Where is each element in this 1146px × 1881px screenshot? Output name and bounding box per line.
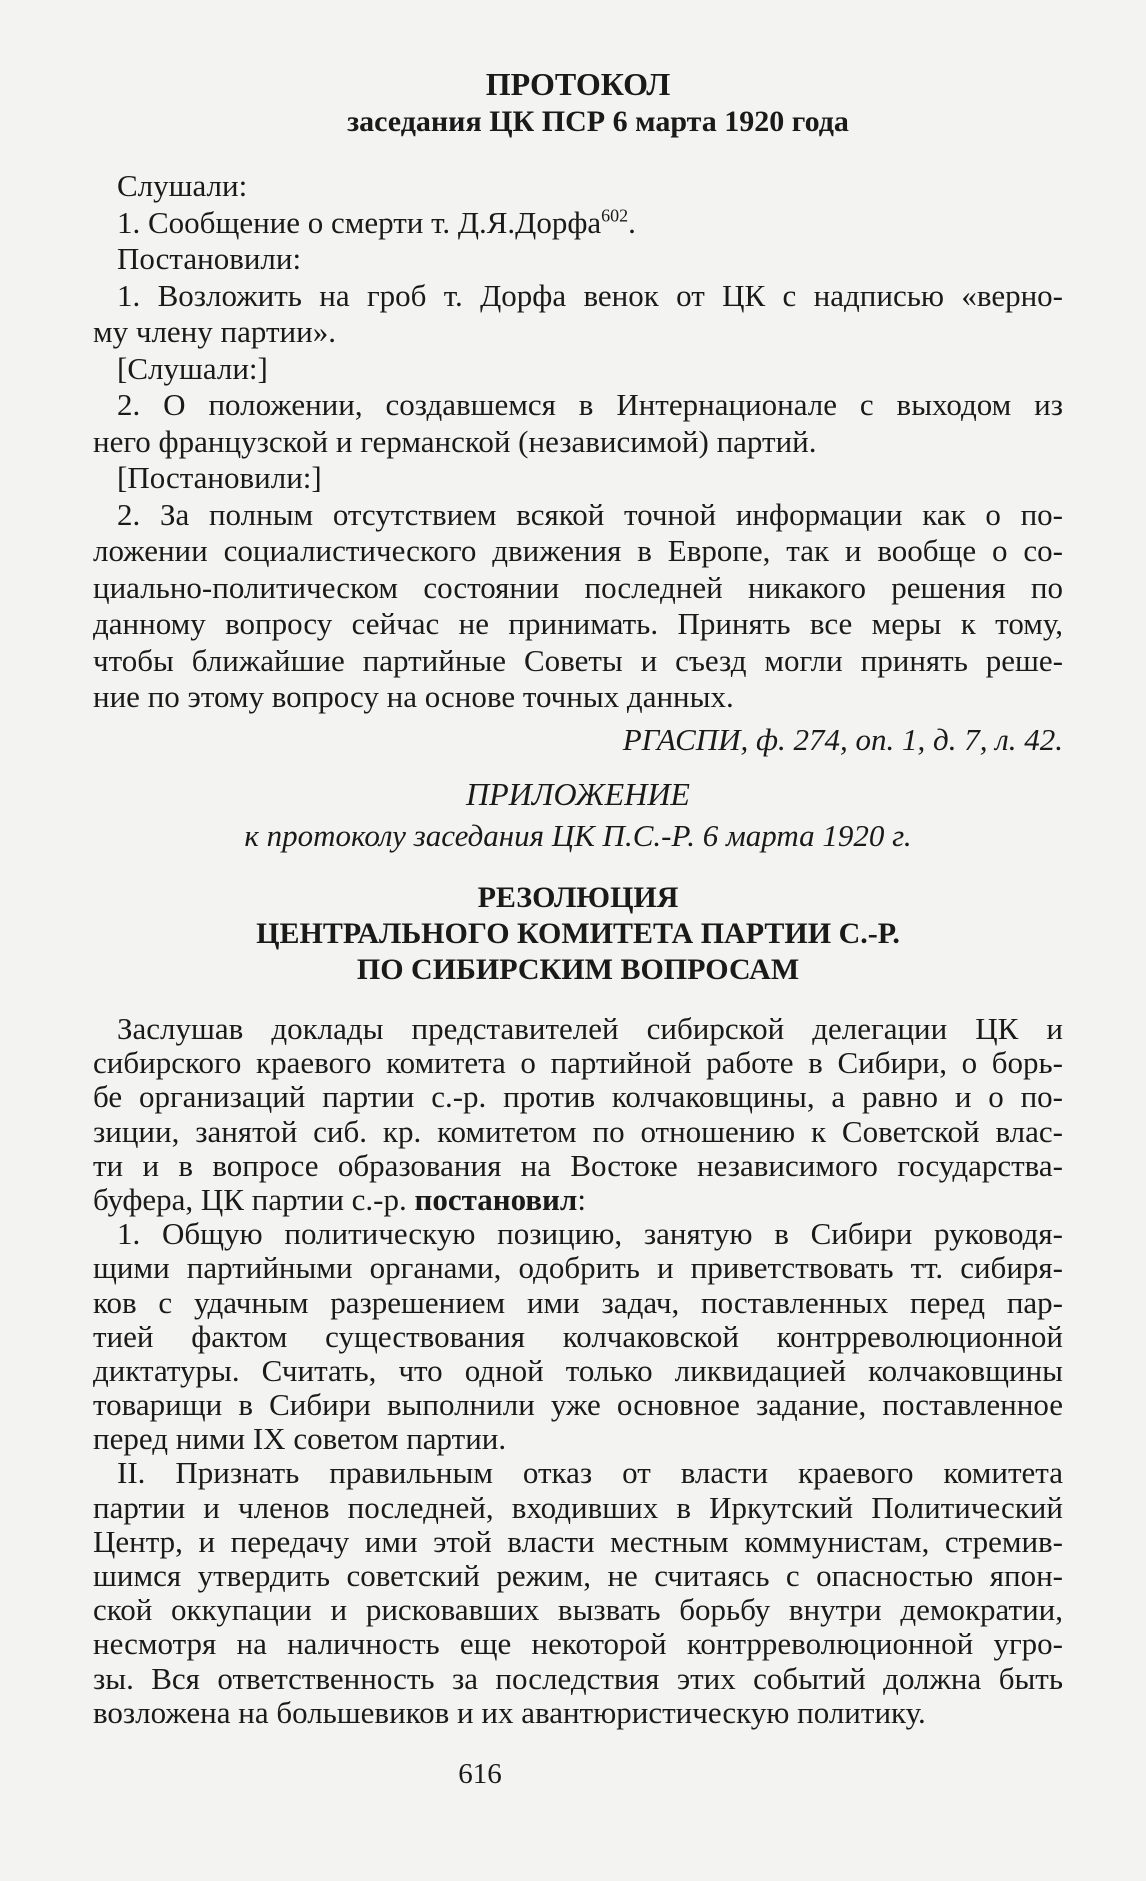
text-segment: . [628, 204, 636, 240]
text-line [93, 1012, 1063, 1046]
text-segment: возложена на большевиков и их авантюристическую политику. [93, 1694, 926, 1730]
text-line [93, 1593, 1063, 1627]
text-segment: му члену партии». [93, 314, 336, 349]
text-segment: 2. О положении, создавшемся в Интернационале с выходом из [117, 387, 1063, 422]
text-line [93, 1183, 1063, 1217]
protocol-title: ПРОТОКОЛ [485, 66, 671, 102]
text-line [93, 679, 1063, 716]
text-segment: зы. Вся ответственность за последствия этих событий должна быть [93, 1660, 1063, 1696]
text-line [93, 1662, 1063, 1696]
text-line [93, 387, 1063, 424]
text-line [93, 533, 1063, 570]
text-line [93, 1627, 1063, 1661]
text-segment: него французской и германской (независимой) партий. [93, 423, 817, 459]
text-line [93, 460, 1063, 497]
text-segment: Центр, и передачу ими этой власти местным коммунистам, стремив- [93, 1523, 1063, 1559]
text-segment: Слушали: [117, 168, 248, 203]
text-line [93, 1559, 1063, 1593]
text-line [93, 205, 1063, 242]
text-line [93, 1491, 1063, 1525]
text-line [93, 643, 1063, 680]
text-line [93, 570, 1063, 607]
text-segment: данному вопросу сейчас не принимать. Принять все меры к тому, [93, 606, 1063, 641]
text-segment: щими партийными органами, одобрить и приветствовать тт. сибиря- [93, 1250, 1063, 1286]
text-line [93, 1354, 1063, 1388]
text-line [93, 424, 1063, 461]
text-line [93, 1696, 1063, 1730]
text-line [93, 1422, 1063, 1456]
text-segment: диктатуры. Считать, что одной только ликвидацией колчаковщины [93, 1352, 1063, 1388]
text-segment: 1. Возложить на гроб т. Дорфа венок от ЦК с надписью «верно- [117, 277, 1063, 313]
text-line [93, 314, 1063, 351]
text-line [93, 1525, 1063, 1559]
text-segment: 1. Общую политическую позицию, занятую в Сибири руководя- [117, 1216, 1063, 1252]
text-segment: товарищи в Сибири выполнили уже основное задание, поставленное [93, 1387, 1063, 1423]
text-line [93, 1080, 1063, 1114]
text-segment: циально-политическом состоянии последней никакого решения по [93, 569, 1063, 605]
text-segment: сибирского краевого комитета о партийной работе в Сибири, о борь- [93, 1045, 1063, 1081]
text-segment: II. Признать правильным отказ от власти краевого комитета [117, 1455, 1063, 1491]
text-segment: ков с удачным разрешением ими задач, поставленных перед пар- [93, 1284, 1063, 1320]
text-segment: Постановили: [117, 241, 302, 276]
resolution-title-line3: ПО СИБИРСКИМ ВОПРОСАМ [356, 953, 800, 986]
text-segment: [Постановили:] [117, 460, 322, 495]
text-segment: бе организаций партии с.-р. против колчаковщины, а равно и о по- [93, 1079, 1063, 1115]
text-line [93, 497, 1063, 534]
text-line [93, 1217, 1063, 1251]
text-segment: несмотря на наличность еще некоторой контрреволюционной угро- [93, 1626, 1063, 1662]
text-segment: зиции, занятой сиб. кр. комитетом по отношению к Советской влас- [93, 1113, 1063, 1149]
text-segment: буфера, ЦК партии с.-р. [93, 1181, 415, 1217]
protocol-body [93, 168, 1063, 716]
archive-source: РГАСПИ, ф. 274, оп. 1, д. 7, л. 42. [622, 722, 1063, 757]
text-line [93, 1046, 1063, 1080]
text-segment: Заслушав доклады представителей сибирской делегации ЦК и [117, 1011, 1063, 1046]
resolution-title: РЕЗОЛЮЦИЯ [477, 881, 679, 914]
page-number: 616 [458, 1758, 502, 1790]
text-segment: чтобы ближайшие партийные Советы и съезд могли принять реше- [93, 642, 1063, 678]
bold-text: постановил [414, 1181, 578, 1217]
text-segment: ние по этому вопросу на основе точных данных. [93, 679, 734, 714]
text-segment: 2. За полным отсутствием всякой точной информации как о по- [117, 496, 1063, 532]
text-line [93, 1251, 1063, 1285]
text-segment: тией фактом существования колчаковской контрреволюционной [93, 1318, 1063, 1354]
text-segment: [Слушали:] [117, 350, 268, 386]
text-line [93, 241, 1063, 278]
resolution-title-line2: ЦЕНТРАЛЬНОГО КОМИТЕТА ПАРТИИ С.-Р. [256, 917, 900, 950]
text-line [93, 1115, 1063, 1149]
text-segment: ти и в вопросе образования на Востоке независимого государства- [93, 1147, 1063, 1183]
text-line [93, 278, 1063, 315]
appendix-title: ПРИЛОЖЕНИЕ [466, 776, 690, 812]
text-segment: ложении социалистического движения в Европе, так и вообще о со- [93, 533, 1063, 568]
text-line [93, 351, 1063, 388]
text-line [93, 168, 1063, 205]
text-line [93, 606, 1063, 643]
footnote-ref: 602 [601, 205, 629, 226]
text-segment: шимся утвердить советский режим, не считаясь с опасностью япон- [93, 1558, 1063, 1593]
protocol-subtitle: заседания ЦК ПСР 6 марта 1920 года [347, 105, 849, 138]
text-segment: перед ними IX советом партии. [93, 1421, 507, 1457]
text-segment: партии и членов последней, входивших в Иркутский Политический [93, 1489, 1063, 1525]
text-segment: 1. Сообщение о смерти т. Д.Я.Дорфа [117, 204, 602, 240]
text-line [93, 1149, 1063, 1183]
text-line [93, 1456, 1063, 1490]
resolution-body [93, 1012, 1063, 1730]
text-line [93, 1320, 1063, 1354]
text-segment: ской оккупации и рисковавших вызвать борьбу внутри демократии, [93, 1592, 1063, 1628]
appendix-subtitle: к протоколу заседания ЦК П.С.-Р. 6 марта 1920 г. [244, 818, 912, 853]
text-line [93, 1286, 1063, 1320]
text-line [93, 1388, 1063, 1422]
text-segment: : [577, 1181, 586, 1217]
